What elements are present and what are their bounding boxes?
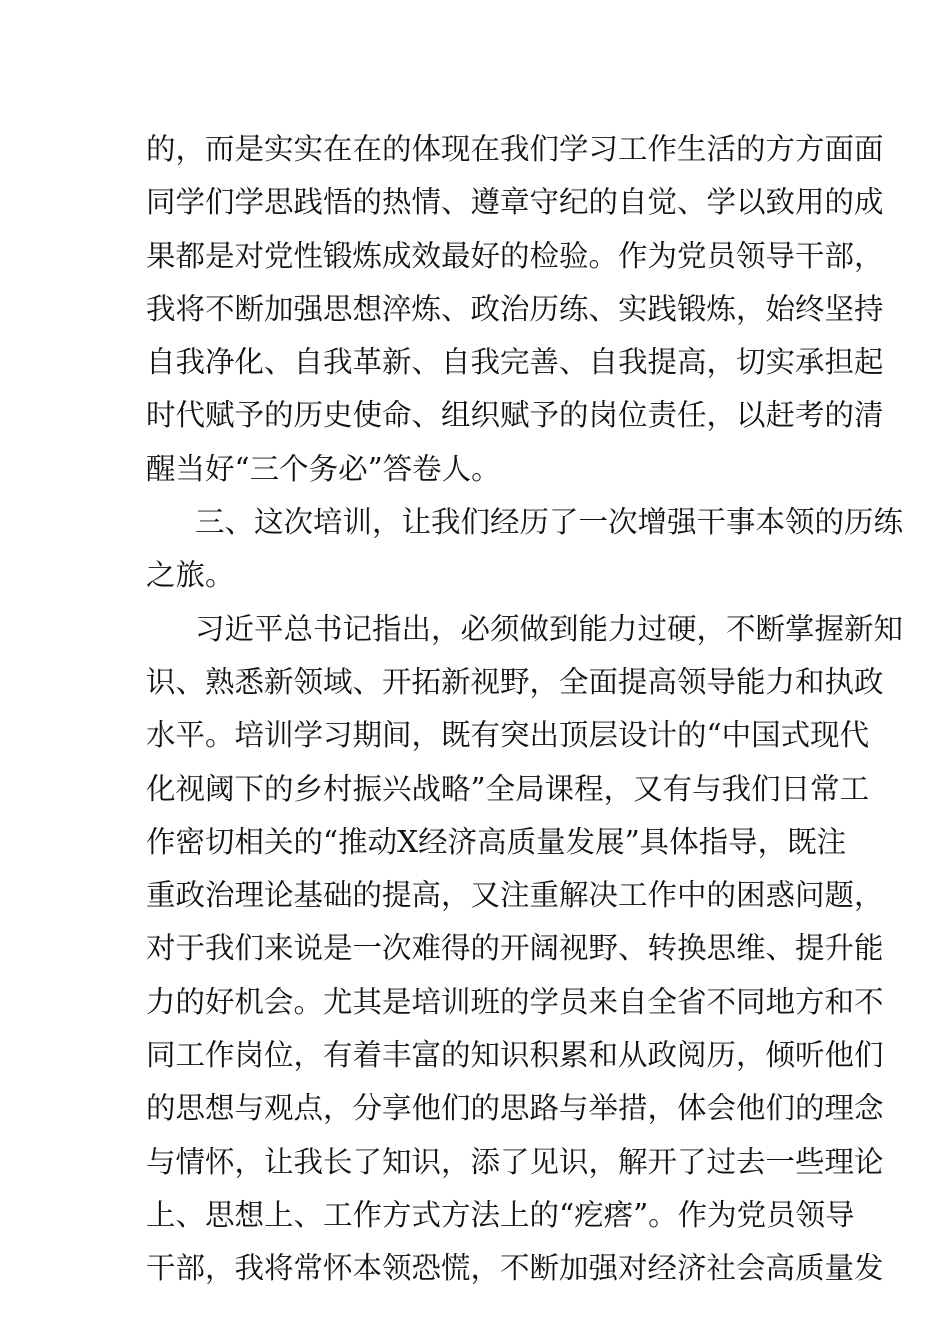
text-line: 作密切相关的“推动X经济高质量发展”具体指导，既注 [146,824,847,859]
text-line: 自我净化、自我革新、自我完善、自我提高，切实承担起 [146,345,884,380]
body-text [146,123,904,1296]
text-line: 同工作岗位，有着丰富的知识积累和从政阅历，倾听他们 [146,1038,884,1073]
text-line: 水平。培训学习期间，既有突出顶层设计的“中国式现代 [146,718,870,753]
text-line: 对于我们来说是一次难得的开阔视野、转换思维、提升能 [146,931,884,966]
text-line: 果都是对党性锻炼成效最好的检验。作为党员领导干部， [146,238,884,273]
text-line: 重政治理论基础的提高，又注重解决工作中的困惑问题， [146,878,884,913]
section-heading-line: 之旅。 [146,558,235,593]
text-line: 我将不断加强思想淬炼、政治历练、实践锻炼，始终坚持 [146,291,884,326]
text-line: 的，而是实实在在的体现在我们学习工作生活的方方面面 [146,132,884,166]
text-line: 力的好机会。尤其是培训班的学员来自全省不同地方和不 [146,984,884,1019]
text-line: 干部，我将常怀本领恐慌，不断加强对经济社会高质量发 [146,1251,884,1286]
section-heading-line: 三、这次培训，让我们经历了一次增强干事本领的历练 [195,505,904,540]
text-line: 与情怀，让我长了知识，添了见识，解开了过去一些理论 [146,1144,884,1179]
text-line: 同学们学思践悟的热情、遵章守纪的自觉、学以致用的成 [146,185,884,220]
text-line: 识、熟悉新领域、开拓新视野，全面提高领导能力和执政 [146,664,884,699]
text-line: 的思想与观点，分享他们的思路与举措，体会他们的理念 [146,1091,884,1126]
text-line: 上、思想上、工作方式方法上的“疙瘩”。作为党员领导 [146,1197,855,1232]
text-line: 化视阈下的乡村振兴战略”全局课程，又有与我们日常工 [146,771,870,806]
text-line: 醒当好“三个务必”答卷人。 [146,451,501,486]
paragraph-first-line: 习近平总书记指出，必须做到能力过硬，不断掌握新知 [195,611,904,646]
text-line: 时代赋予的历史使命、组织赋予的岗位责任，以赶考的清 [146,398,884,433]
